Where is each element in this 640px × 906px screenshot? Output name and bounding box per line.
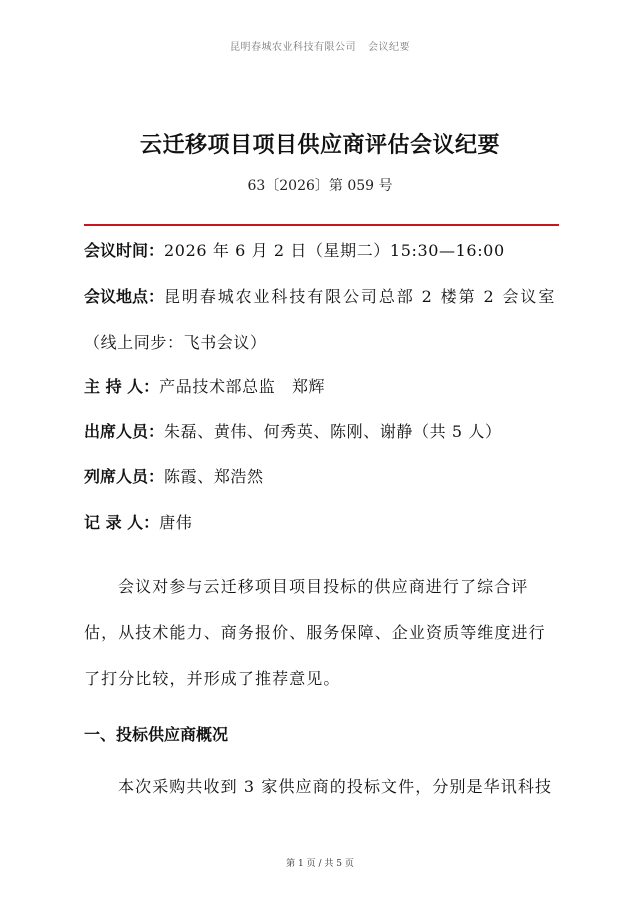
red-divider-rule bbox=[84, 224, 559, 226]
attendees-label: 出席人员： bbox=[84, 422, 165, 441]
section1-line-1: 本次采购共收到 3 家供应商的投标文件，分别是华讯科技 bbox=[118, 777, 553, 796]
meeting-time-line bbox=[84, 238, 505, 261]
section1-paragraph bbox=[84, 764, 562, 810]
header-company: 昆明春城农业科技有限公司 bbox=[230, 42, 356, 53]
host-value: 产品技术部总监 郑辉 bbox=[159, 377, 326, 396]
host-label: 主 持 人： bbox=[84, 377, 160, 396]
running-header bbox=[0, 38, 640, 53]
page-footer: 第 1 页 / 共 5 页 bbox=[286, 859, 354, 869]
intro-paragraph bbox=[84, 564, 562, 702]
recorder-value: 唐伟 bbox=[159, 513, 193, 532]
section-heading-1: 一、投标供应商概况 bbox=[84, 725, 229, 744]
meeting-location-online: （线上同步：飞书会议） bbox=[84, 333, 267, 352]
intro-line-2: 估，从技术能力、商务报价、服务保障、企业资质等维度进行 bbox=[84, 623, 546, 642]
meeting-location-value: 昆明春城农业科技有限公司总部 2 楼第 2 会议室 bbox=[164, 287, 557, 306]
recorder-label: 记 录 人： bbox=[84, 513, 160, 532]
meeting-location-line bbox=[84, 284, 556, 307]
document-title: 云迁移项目项目供应商评估会议纪要 bbox=[139, 133, 500, 158]
recorder-line bbox=[84, 510, 192, 533]
intro-line-3: 了打分比较，并形成了推荐意见。 bbox=[84, 669, 341, 688]
meeting-location-continuation bbox=[84, 330, 267, 353]
header-doc-type: 会议纪要 bbox=[368, 42, 410, 53]
meeting-time-value: 2026 年 6 月 2 日（星期二）15:30—16:00 bbox=[164, 241, 505, 260]
intro-line-1: 会议对参与云迁移项目项目投标的供应商进行了综合评 bbox=[118, 577, 529, 596]
document-number: 63〔2026〕第 059 号 bbox=[247, 178, 393, 194]
meeting-location-label: 会议地点： bbox=[84, 287, 165, 306]
host-line bbox=[84, 374, 325, 397]
attendees-value: 朱磊、黄伟、何秀英、陈刚、谢静（共 5 人） bbox=[164, 422, 502, 441]
meeting-time-label: 会议时间： bbox=[84, 241, 165, 260]
observers-label: 列席人员： bbox=[84, 467, 165, 486]
observers-line bbox=[84, 464, 264, 487]
attendees-line bbox=[84, 419, 502, 442]
observers-value: 陈霞、郑浩然 bbox=[164, 467, 264, 486]
